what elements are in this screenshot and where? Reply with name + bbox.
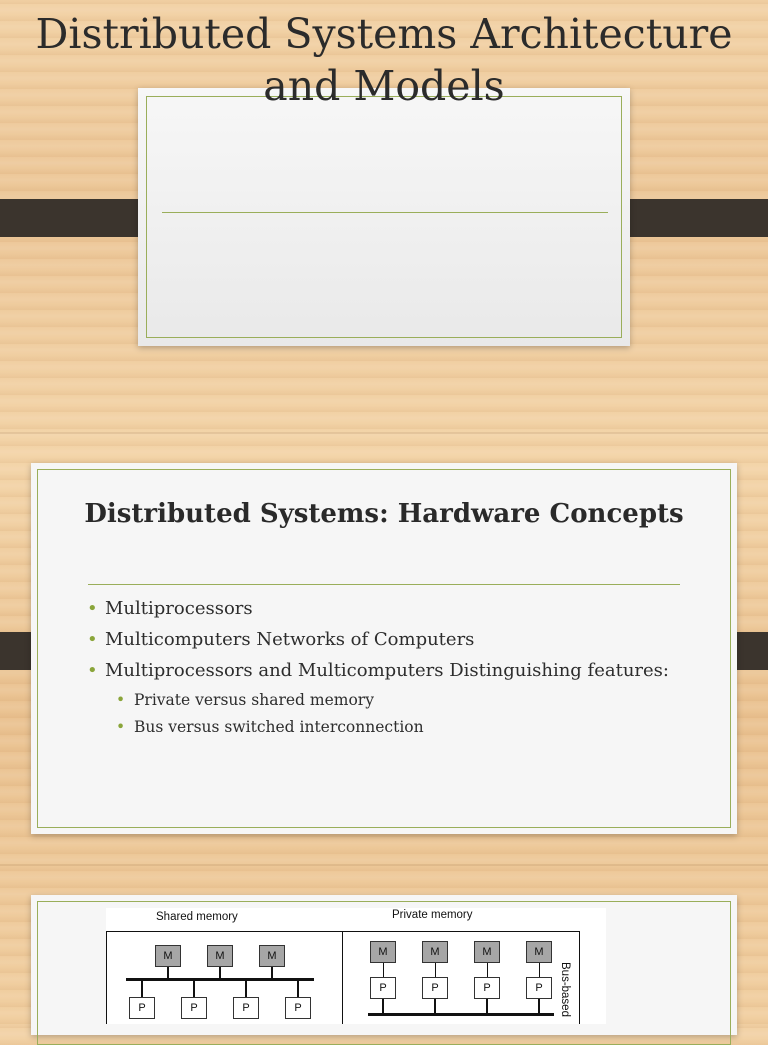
memory-processor-link (487, 963, 488, 977)
processor-connector (486, 999, 488, 1013)
processor-connector (245, 981, 247, 997)
slide-separator (0, 432, 768, 434)
processor-box: P (422, 977, 448, 999)
bullet-text: Multiprocessors (105, 598, 253, 619)
bullet-item (87, 628, 707, 652)
diagram-middle-divider (342, 931, 343, 1024)
processor-connector (434, 999, 436, 1013)
memory-processor-link (383, 963, 384, 977)
bus-based-label: Bus-based (559, 962, 571, 1017)
processor-box: P (285, 997, 311, 1019)
sub-bullet-dot-icon: • (116, 691, 126, 709)
title-slide-divider (162, 212, 608, 213)
sub-bullet-dot-icon: • (116, 718, 126, 736)
processor-connector (297, 981, 299, 997)
memory-box: M (207, 945, 233, 967)
bullet-item (87, 659, 707, 683)
memory-processor-link (539, 963, 540, 977)
processor-connector (193, 981, 195, 997)
left-decor-bar (0, 199, 156, 237)
memory-box: M (474, 941, 500, 963)
processor-connector (382, 999, 384, 1013)
shared-bus-line (126, 978, 314, 981)
processor-connector (141, 981, 143, 997)
hardware-concepts-slide (31, 463, 737, 834)
memory-box: M (370, 941, 396, 963)
bullet-list (87, 597, 707, 744)
bullet-dot-icon: • (87, 660, 98, 681)
bullet-dot-icon: • (87, 598, 98, 619)
memory-box: M (259, 945, 285, 967)
processor-box: P (181, 997, 207, 1019)
bullet-text: Multicomputers Networks of Computers (105, 629, 475, 650)
title-slide-card (138, 88, 630, 346)
processor-box: P (474, 977, 500, 999)
bullet-item (87, 597, 707, 621)
diagram-left-border (106, 931, 107, 1024)
sub-bullet-text: Bus versus switched interconnection (134, 718, 424, 736)
private-bus-line (368, 1013, 554, 1016)
hardware-slide-divider (88, 584, 680, 585)
memory-box: M (526, 941, 552, 963)
processor-box: P (526, 977, 552, 999)
sub-bullet-text: Private versus shared memory (134, 691, 374, 709)
sub-bullet-item (87, 717, 707, 737)
diagram-top-border (106, 931, 580, 932)
processor-box: P (129, 997, 155, 1019)
shared-memory-label: Shared memory (156, 911, 238, 923)
right-decor-bar (612, 199, 768, 237)
memory-diagram (106, 908, 606, 1024)
bullet-dot-icon: • (87, 629, 98, 650)
sub-bullet-item (87, 690, 707, 710)
title-slide-heading: Distributed Systems Architecture and Models (35, 10, 733, 110)
title-slide-border (146, 96, 622, 338)
memory-processor-link (435, 963, 436, 977)
memory-box: M (155, 945, 181, 967)
hardware-slide-title: Distributed Systems: Hardware Concepts (84, 499, 684, 529)
processor-connector (538, 999, 540, 1013)
processor-box: P (370, 977, 396, 999)
slide-separator (0, 864, 768, 866)
memory-box: M (422, 941, 448, 963)
processor-box: P (233, 997, 259, 1019)
private-memory-label: Private memory (392, 909, 473, 921)
diagram-right-border (579, 931, 580, 1024)
bullet-text: Multiprocessors and Multicomputers Distinguishing features: (105, 660, 669, 681)
